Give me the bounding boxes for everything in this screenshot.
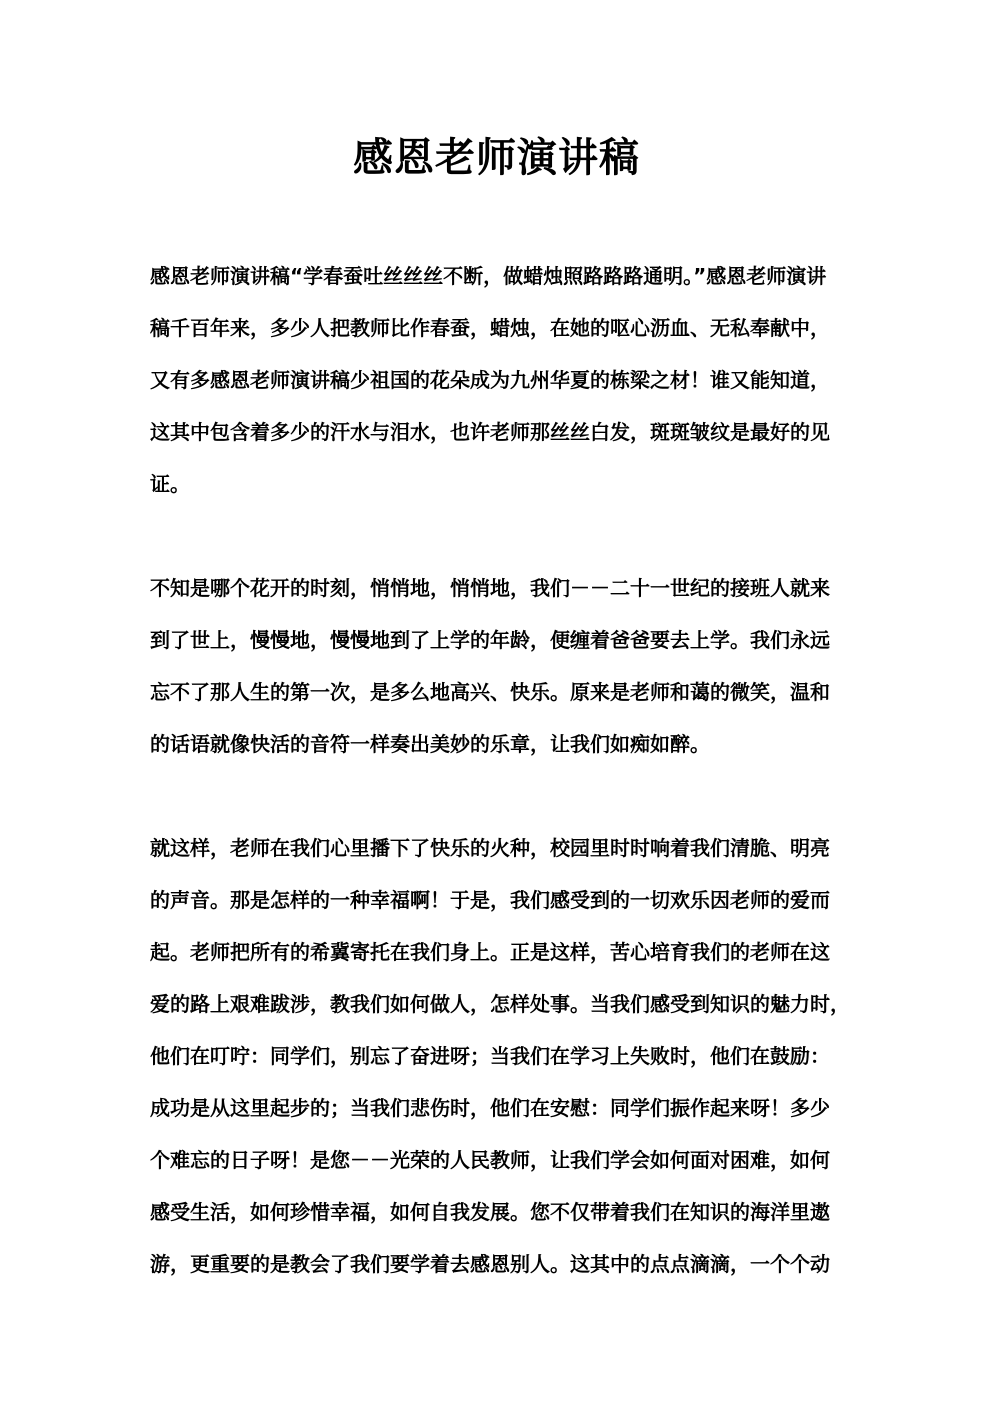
paragraph-2 [150, 562, 850, 770]
document-body [150, 250, 850, 1342]
text-line: 忘不了那人生的第一次，是多么地高兴、快乐。原来是老师和蔼的微笑，温和 [150, 680, 830, 704]
document-title: 感恩老师演讲稿 [353, 135, 640, 181]
text-line: 这其中包含着多少的汗水与泪水，也许老师那丝丝白发，斑斑皱纹是最好的见 [150, 420, 830, 444]
text-line: 游，更重要的是教会了我们要学着去感恩别人。这其中的点点滴滴，一个个动 [150, 1252, 830, 1276]
text-line: 爱的路上艰难跋涉，教我们如何做人，怎样处事。当我们感受到知识的魅力时， [150, 992, 850, 1016]
text-line: 的话语就像快活的音符一样奏出美妙的乐章，让我们如痴如醉。 [150, 732, 710, 756]
paragraph-1 [150, 250, 850, 510]
text-line: 稿千百年来，多少人把教师比作春蚕，蜡烛，在她的呕心沥血、无私奉献中， [150, 316, 830, 340]
text-line: 感受生活，如何珍惜幸福，如何自我发展。您不仅带着我们在知识的海洋里遨 [150, 1200, 830, 1224]
text-line: 又有多感恩老师演讲稿少祖国的花朵成为九州华夏的栋梁之材！谁又能知道， [150, 368, 830, 392]
text-line: 到了世上，慢慢地，慢慢地到了上学的年龄，便缠着爸爸要去上学。我们永远 [150, 628, 830, 652]
text-line: 证。 [150, 472, 190, 496]
text-line: 成功是从这里起步的；当我们悲伤时，他们在安慰：同学们振作起来呀！多少 [150, 1096, 830, 1120]
text-line: 他们在叮咛：同学们，别忘了奋进呀；当我们在学习上失败时，他们在鼓励： [150, 1044, 830, 1068]
text-line: 不知是哪个花开的时刻，悄悄地，悄悄地，我们－－二十一世纪的接班人就来 [150, 576, 830, 600]
text-line: 个难忘的日子呀！是您－－光荣的人民教师，让我们学会如何面对困难，如何 [150, 1148, 830, 1172]
text-line: 就这样，老师在我们心里播下了快乐的火种，校园里时时响着我们清脆、明亮 [150, 836, 830, 860]
text-line: 感恩老师演讲稿“学春蚕吐丝丝丝不断，做蜡烛照路路路通明。”感恩老师演讲 [150, 264, 827, 288]
text-line: 起。老师把所有的希冀寄托在我们身上。正是这样，苦心培育我们的老师在这 [150, 940, 830, 964]
text-line: 的声音。那是怎样的一种幸福啊！于是，我们感受到的一切欢乐因老师的爱而 [150, 888, 830, 912]
paragraph-3 [150, 822, 850, 1290]
